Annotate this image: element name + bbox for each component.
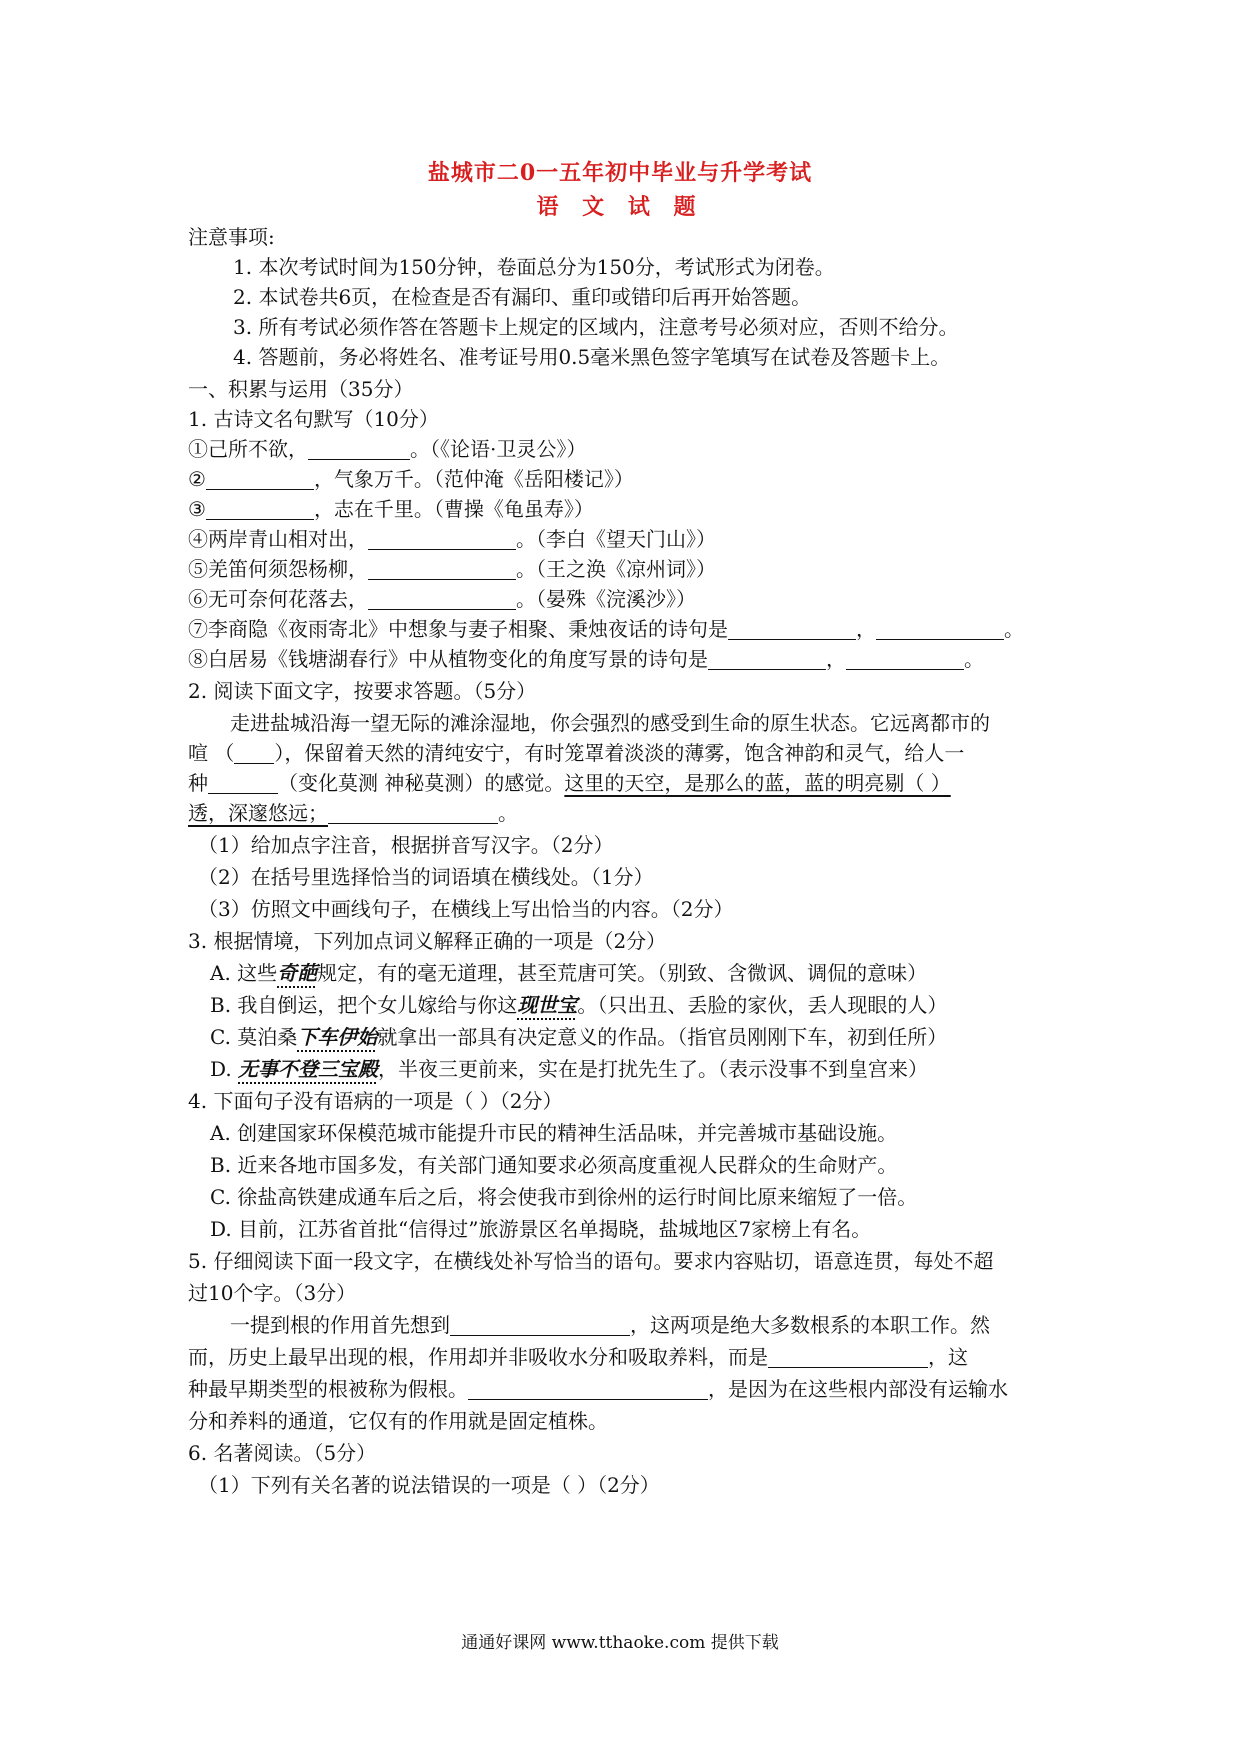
poem-text: ⑤羌笛何须怨杨柳， — [188, 557, 368, 581]
option-text: 。（只出丑、丢脸的家伙，丢人现眼的人） — [577, 993, 948, 1017]
poem-item — [188, 524, 1058, 554]
poem-text: ，志在千里。（曹操《龟虽寿》） — [313, 497, 594, 521]
passage-text: 一提到根的作用首先想到 — [230, 1313, 450, 1337]
notice-item: 4. 答题前，务必将姓名、准考证号用0.5毫米黑色签字笔填写在试卷及答题卡上。 — [233, 345, 951, 369]
poem-text: 。 — [964, 647, 984, 671]
passage-text: ），保留着天然的清纯安宁，有时笼罩着淡淡的薄雾，饱含神韵和灵气，给人一 — [274, 741, 965, 765]
poem-text: ⑥无可奈何花落去， — [188, 587, 368, 611]
poem-text: 。（晏殊《浣溪沙》） — [516, 587, 696, 611]
underlined-sentence: 这里的天空，是那么的蓝，蓝的明亮剔（ ） — [564, 771, 951, 795]
question-heading: 过10个字。（3分） — [188, 1281, 357, 1305]
answer-blank[interactable] — [368, 587, 516, 610]
poem-item — [188, 554, 1058, 584]
answer-blank[interactable] — [876, 617, 1004, 640]
dotted-word: 奇葩 — [277, 961, 318, 985]
passage-line — [230, 1310, 1100, 1340]
option-text: 规定，有的毫无道理，甚至荒唐可笑。（别致、含微讽、调侃的意味） — [317, 961, 928, 985]
option-a[interactable]: A. 创建国家环保模范城市能提升市民的精神生活品味，并完善城市基础设施。 — [210, 1121, 898, 1145]
question-heading: 3. 根据情境，下列加点词义解释正确的一项是（2分） — [188, 929, 667, 953]
passage-text: 喧 （ — [188, 741, 235, 765]
poem-item — [188, 464, 1058, 494]
poem-text: ⑧白居易《钱塘湖春行》中从植物变化的角度写景的诗句是 — [188, 647, 708, 671]
sub-question: （2）在括号里选择恰当的词语填在横线处。（1分） — [198, 865, 654, 889]
poem-text: ③ — [188, 497, 206, 521]
option-c[interactable] — [210, 1022, 1080, 1052]
answer-blank[interactable] — [450, 1313, 630, 1336]
option-text: B. 我自倒运，把个女儿嫁给与你这 — [210, 993, 518, 1017]
exam-subtitle: 语 文 试 题 — [536, 194, 704, 220]
answer-blank[interactable] — [368, 527, 516, 550]
answer-blank[interactable] — [208, 771, 278, 794]
notice-item: 1. 本次考试时间为150分钟，卷面总分为150分，考试形式为闭卷。 — [233, 255, 835, 279]
poem-text: ④两岸青山相对出， — [188, 527, 368, 551]
page-footer: 通通好课网 www.tthaoke.com 提供下载 — [461, 1633, 779, 1653]
passage-text: 。 — [498, 801, 518, 825]
exam-title: 盐城市二0一五年初中毕业与升学考试 — [427, 160, 813, 186]
poem-item — [188, 434, 1058, 464]
poem-item — [188, 584, 1058, 614]
answer-blank[interactable] — [468, 1377, 708, 1400]
answer-blank[interactable] — [206, 467, 314, 490]
passage-text: 而，历史上最早出现的根，作用却并非吸收水分和吸取养料，而是 — [188, 1345, 768, 1369]
poem-text: ，气象万千。（范仲淹《岳阳楼记》） — [313, 467, 634, 491]
option-a[interactable] — [210, 958, 1080, 988]
question-heading: 1. 古诗文名句默写（10分） — [188, 407, 439, 431]
sub-question: （3）仿照文中画线句子，在横线上写出恰当的内容。（2分） — [198, 897, 734, 921]
poem-item — [188, 494, 1058, 524]
passage-text: 种 — [188, 771, 208, 795]
dotted-word: 现世宝 — [517, 993, 578, 1017]
option-b[interactable] — [210, 990, 1080, 1020]
passage-text: ，是因为在这些根内部没有运输水 — [708, 1377, 1008, 1401]
passage-text: ，这 — [928, 1345, 968, 1369]
option-text: D. — [210, 1057, 239, 1081]
poem-text: ， — [826, 647, 846, 671]
passage-line: 分和养料的通道，它仅有的作用就是固定植株。 — [188, 1409, 608, 1433]
poem-text: ② — [188, 467, 206, 491]
answer-blank[interactable] — [768, 1345, 928, 1368]
poem-text: 。（王之涣《凉州词》） — [516, 557, 716, 581]
poem-text: ， — [856, 617, 876, 641]
passage-line — [188, 798, 1058, 828]
question-heading: 2. 阅读下面文字，按要求答题。（5分） — [188, 679, 537, 703]
option-d[interactable]: D. 目前，江苏省首批“信得过”旅游景区名单揭晓，盐城地区7家榜上有名。 — [210, 1217, 872, 1241]
question-heading: 6. 名著阅读。（5分） — [188, 1441, 377, 1465]
poem-text: 。（《论语·卫灵公》） — [410, 437, 587, 461]
underlined-sentence: 透，深邃悠远； — [188, 801, 328, 825]
dotted-word: 无事不登三宝殿 — [238, 1057, 379, 1081]
dotted-word: 下车伊始 — [297, 1025, 378, 1049]
option-text: A. 这些 — [210, 961, 278, 985]
answer-blank[interactable] — [708, 647, 826, 670]
sub-question: （1）给加点字注音，根据拼音写汉字。（2分） — [198, 833, 614, 857]
answer-blank[interactable] — [308, 437, 410, 460]
passage-line: 走进盐城沿海一望无际的滩涂湿地，你会强烈的感受到生命的原生状态。它远离都市的 — [230, 711, 990, 735]
passage-line — [188, 1374, 1058, 1404]
sub-question: （1）下列有关名著的说法错误的一项是（ ）（2分） — [198, 1473, 660, 1497]
notice-item: 3. 所有考试必须作答在答题卡上规定的区域内，注意考号必须对应，否则不给分。 — [233, 315, 959, 339]
poem-text: 。（李白《望天门山》） — [516, 527, 716, 551]
section-heading: 一、积累与运用（35分） — [188, 377, 414, 401]
option-text: 就拿出一部具有决定意义的作品。（指官员刚刚下车，初到任所） — [377, 1025, 948, 1049]
passage-line — [188, 768, 1058, 798]
option-text: C. 莫泊桑 — [210, 1025, 298, 1049]
poem-text: 。 — [1004, 617, 1024, 641]
notice-item: 2. 本试卷共6页，在检查是否有漏印、重印或错印后再开始答题。 — [233, 285, 812, 309]
passage-text: （变化莫测 神秘莫测）的感觉。 — [278, 771, 565, 795]
option-d[interactable] — [210, 1054, 1080, 1084]
passage-line — [188, 738, 1058, 768]
answer-blank[interactable] — [846, 647, 964, 670]
passage-text: ，这两项是绝大多数根系的本职工作。然 — [630, 1313, 990, 1337]
poem-text: ①己所不欲， — [188, 437, 308, 461]
passage-text: 种最早期类型的根被称为假根。 — [188, 1377, 468, 1401]
question-heading: 4. 下面句子没有语病的一项是（ ）（2分） — [188, 1089, 563, 1113]
answer-blank[interactable] — [206, 497, 314, 520]
question-heading: 5. 仔细阅读下面一段文字，在横线处补写恰当的语句。要求内容贴切，语意连贯，每处不超 — [188, 1249, 994, 1273]
answer-blank[interactable] — [728, 617, 856, 640]
poem-item — [188, 614, 1058, 644]
option-text: ，半夜三更前来，实在是打扰先生了。（表示没事不到皇宫来） — [378, 1057, 929, 1081]
option-b[interactable]: B. 近来各地市国多发，有关部门通知要求必须高度重视人民群众的生命财产。 — [210, 1153, 898, 1177]
answer-blank[interactable] — [328, 801, 498, 824]
answer-blank[interactable] — [234, 741, 274, 764]
answer-blank[interactable] — [368, 557, 516, 580]
poem-text: ⑦李商隐《夜雨寄北》中想象与妻子相聚、秉烛夜话的诗句是 — [188, 617, 728, 641]
option-c[interactable]: C. 徐盐高铁建成通车后之后，将会使我市到徐州的运行时间比原来缩短了一倍。 — [210, 1185, 918, 1209]
passage-line — [188, 1342, 1058, 1372]
notice-label: 注意事项: — [188, 225, 275, 249]
poem-item — [188, 644, 1058, 674]
